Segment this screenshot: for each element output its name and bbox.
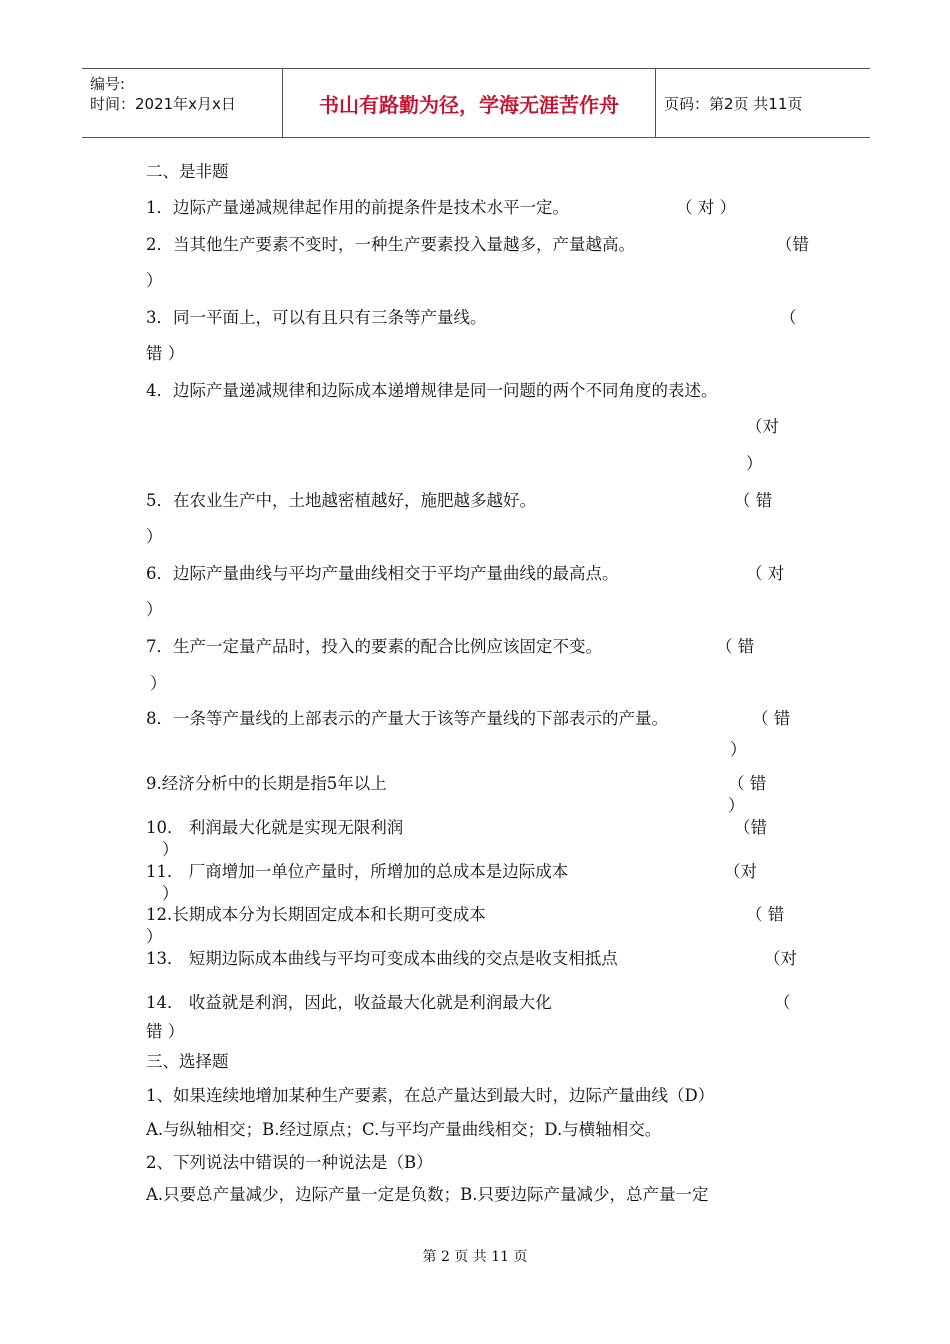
answer-7: （ 错 [716, 637, 755, 656]
answer-5-close: ） [146, 527, 163, 546]
answer-10: （错 [734, 818, 767, 837]
question-13: 13． 短期边际成本曲线与平均可变成本曲线的交点是收支相抵点 [146, 949, 618, 968]
answer-11-close: ） [162, 884, 179, 903]
choice-options-1: A.与纵轴相交；B.经过原点；C.与平均产量曲线相交；D.与横轴相交。 [146, 1120, 662, 1139]
answer-3-close: 错 ） [146, 344, 185, 363]
answer-6-close: ） [146, 600, 163, 619]
answer-14: （ [774, 993, 791, 1012]
answer-12-close: ） [146, 927, 163, 946]
question-10: 10． 利润最大化就是实现无限利润 [146, 818, 404, 837]
question-12: 12.长期成本分为长期固定成本和长期可变成本 [146, 905, 486, 924]
answer-14-close: 错 ） [146, 1022, 185, 1041]
page-footer: 第 2 页 共 11 页 [422, 1249, 528, 1265]
section-2-title: 二、是非题 [146, 162, 229, 181]
question-4: 4．边际产量递减规律和边际成本递增规律是同一问题的两个不同角度的表述。 [146, 381, 718, 400]
header-motto: 书山有路勤为径，学海无涯苦作舟 [282, 69, 656, 137]
question-7: 7．生产一定量产品时，投入的要素的配合比例应该固定不变。 [146, 637, 602, 656]
time-label: 时间：2021年x月x日 [90, 95, 236, 113]
question-2: 2．当其他生产要素不变时，一种生产要素投入量越多，产量越高。 [146, 235, 635, 254]
answer-6: （ 对 [746, 564, 785, 583]
header-meta [82, 69, 282, 137]
choice-options-2: A.只要总产量减少，边际产量一定是负数；B.只要边际产量减少，总产量一定 [146, 1185, 709, 1204]
page-header [82, 68, 870, 138]
answer-5: （ 错 [734, 491, 773, 510]
answer-11: （对 [724, 862, 757, 881]
answer-4-close: ） [746, 454, 763, 473]
question-3: 3．同一平面上，可以有且只有三条等产量线。 [146, 308, 487, 327]
question-9: 9.经济分析中的长期是指5年以上 [146, 774, 387, 793]
answer-9: （ 错 [728, 774, 767, 793]
question-8: 8．一条等产量线的上部表示的产量大于该等产量线的下部表示的产量。 [146, 709, 668, 728]
question-1: 1．边际产量递减规律起作用的前提条件是技术水平一定。 [146, 198, 569, 217]
header-page-info: 页码：第2页 共11页 [664, 94, 803, 113]
question-6: 6．边际产量曲线与平均产量曲线相交于平均产量曲线的最高点。 [146, 564, 619, 583]
choice-question-1: 1、如果连续地增加某种生产要素，在总产量达到最大时，边际产量曲线（D） [146, 1086, 715, 1105]
number-label: 编号: [90, 75, 126, 93]
answer-10-close: ） [162, 840, 179, 859]
choice-question-2: 2、下列说法中错误的一种说法是（B） [146, 1153, 433, 1172]
answer-13: （对 [764, 949, 797, 968]
question-11: 11． 厂商增加一单位产量时，所增加的总成本是边际成本 [146, 862, 569, 881]
answer-9-close: ） [728, 796, 745, 815]
question-14: 14． 收益就是利润，因此，收益最大化就是利润最大化 [146, 993, 552, 1012]
answer-4: （对 [746, 417, 779, 436]
answer-7-close: ） [150, 674, 167, 693]
answer-3: （ [780, 308, 797, 327]
answer-2: （错 [776, 235, 809, 254]
answer-8-close: ） [730, 740, 747, 759]
answer-2-close: ） [146, 271, 163, 290]
question-5: 5．在农业生产中，土地越密植越好，施肥越多越好。 [146, 491, 536, 510]
answer-1: （ 对 ） [676, 198, 736, 217]
answer-8: （ 错 [752, 709, 791, 728]
answer-12: （ 错 [746, 905, 785, 924]
section-3-title: 三、选择题 [146, 1052, 229, 1071]
